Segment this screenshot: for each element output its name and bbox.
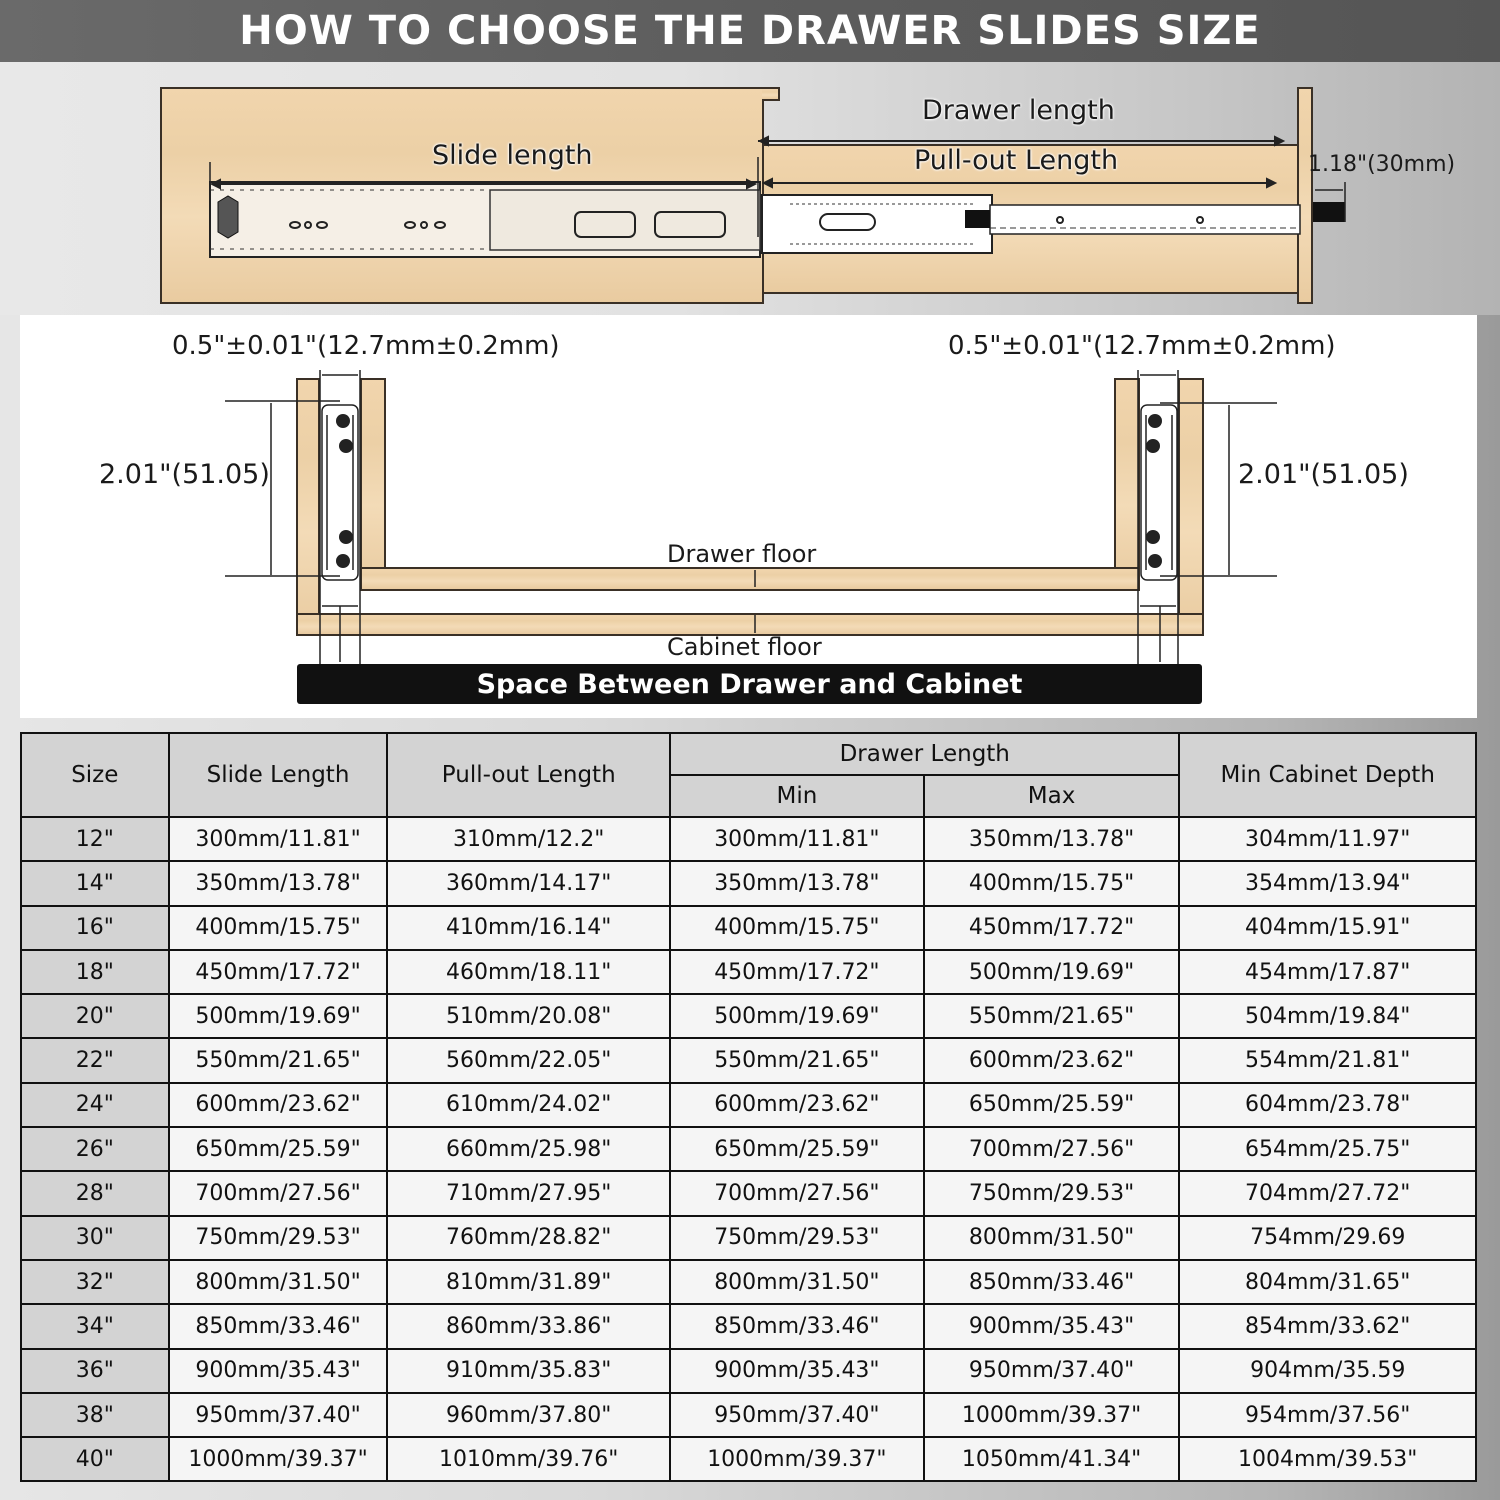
pullout-length-label: Pull-out Length	[914, 145, 1119, 176]
cell-drawer-max: 750mm/29.53"	[924, 1171, 1180, 1215]
header-min-cabinet-depth: Min Cabinet Depth	[1179, 733, 1476, 817]
table-row	[21, 1127, 1476, 1171]
cell-drawer-min: 700mm/27.56"	[670, 1171, 924, 1215]
cell-slide-length: 600mm/23.62"	[169, 1083, 388, 1127]
cell-pullout-length: 410mm/16.14"	[387, 906, 670, 950]
cell-drawer-max: 800mm/31.50"	[924, 1216, 1180, 1260]
cell-slide-length: 550mm/21.65"	[169, 1038, 388, 1082]
cell-pullout-length: 360mm/14.17"	[387, 861, 670, 905]
cell-slide-length: 400mm/15.75"	[169, 906, 388, 950]
cell-pullout-length: 860mm/33.86"	[387, 1304, 670, 1348]
cell-min-cabinet-depth: 304mm/11.97"	[1179, 817, 1476, 861]
cell-pullout-length: 310mm/12.2"	[387, 817, 670, 861]
cell-pullout-length: 810mm/31.89"	[387, 1260, 670, 1304]
cell-size: 16"	[21, 906, 169, 950]
cell-pullout-length: 760mm/28.82"	[387, 1216, 670, 1260]
cell-drawer-min: 500mm/19.69"	[670, 994, 924, 1038]
cell-slide-length: 950mm/37.40"	[169, 1393, 388, 1437]
cell-drawer-max: 900mm/35.43"	[924, 1304, 1180, 1348]
cell-slide-length: 350mm/13.78"	[169, 861, 388, 905]
cell-pullout-length: 910mm/35.83"	[387, 1349, 670, 1393]
cell-drawer-max: 500mm/19.69"	[924, 950, 1180, 994]
cell-size: 26"	[21, 1127, 169, 1171]
cell-drawer-min: 400mm/15.75"	[670, 906, 924, 950]
cell-size: 14"	[21, 861, 169, 905]
table-row	[21, 1083, 1476, 1127]
cell-pullout-length: 960mm/37.80"	[387, 1393, 670, 1437]
cell-drawer-min: 650mm/25.59"	[670, 1127, 924, 1171]
cell-pullout-length: 710mm/27.95"	[387, 1171, 670, 1215]
cell-slide-length: 850mm/33.46"	[169, 1304, 388, 1348]
slide-length-label: Slide length	[432, 140, 593, 171]
table-row	[21, 994, 1476, 1038]
cell-min-cabinet-depth: 604mm/23.78"	[1179, 1083, 1476, 1127]
cell-drawer-min: 450mm/17.72"	[670, 950, 924, 994]
cell-drawer-min: 850mm/33.46"	[670, 1304, 924, 1348]
cell-min-cabinet-depth: 704mm/27.72"	[1179, 1171, 1476, 1215]
header-pullout-length: Pull-out Length	[387, 733, 670, 817]
cell-slide-length: 900mm/35.43"	[169, 1349, 388, 1393]
table-row	[21, 1216, 1476, 1260]
cell-size: 34"	[21, 1304, 169, 1348]
drawer-floor-label: Drawer floor	[667, 540, 817, 568]
cell-slide-length: 700mm/27.56"	[169, 1171, 388, 1215]
cell-pullout-length: 660mm/25.98"	[387, 1127, 670, 1171]
table-row	[21, 906, 1476, 950]
table-row	[21, 1437, 1476, 1481]
cell-size: 32"	[21, 1260, 169, 1304]
cell-drawer-min: 600mm/23.62"	[670, 1083, 924, 1127]
cell-pullout-length: 1010mm/39.76"	[387, 1437, 670, 1481]
header-drawer-length: Drawer Length	[670, 733, 1179, 775]
cell-size: 30"	[21, 1216, 169, 1260]
cell-size: 18"	[21, 950, 169, 994]
cell-pullout-length: 610mm/24.02"	[387, 1083, 670, 1127]
cell-drawer-max: 450mm/17.72"	[924, 906, 1180, 950]
cell-min-cabinet-depth: 1004mm/39.53"	[1179, 1437, 1476, 1481]
table-row	[21, 1038, 1476, 1082]
cell-size: 12"	[21, 817, 169, 861]
cell-min-cabinet-depth: 854mm/33.62"	[1179, 1304, 1476, 1348]
cell-pullout-length: 510mm/20.08"	[387, 994, 670, 1038]
drawer-length-label: Drawer length	[922, 95, 1115, 126]
cell-drawer-min: 950mm/37.40"	[670, 1393, 924, 1437]
cell-min-cabinet-depth: 804mm/31.65"	[1179, 1260, 1476, 1304]
cell-pullout-length: 560mm/22.05"	[387, 1038, 670, 1082]
front-clearance-label: 1.18"(30mm)	[1308, 152, 1456, 177]
table-row	[21, 950, 1476, 994]
cell-min-cabinet-depth: 504mm/19.84"	[1179, 994, 1476, 1038]
slide-rail-icon	[0, 62, 1500, 315]
cell-size: 20"	[21, 994, 169, 1038]
table-row	[21, 1171, 1476, 1215]
cell-min-cabinet-depth: 754mm/29.69	[1179, 1216, 1476, 1260]
cell-slide-length: 500mm/19.69"	[169, 994, 388, 1038]
cell-size: 28"	[21, 1171, 169, 1215]
header-size: Size	[21, 733, 169, 817]
cell-drawer-min: 800mm/31.50"	[670, 1260, 924, 1304]
cell-slide-length: 450mm/17.72"	[169, 950, 388, 994]
cell-size: 22"	[21, 1038, 169, 1082]
table-row	[21, 1393, 1476, 1437]
cell-size: 40"	[21, 1437, 169, 1481]
header-min: Min	[670, 775, 924, 817]
size-spec-table	[20, 732, 1477, 1482]
cell-min-cabinet-depth: 354mm/13.94"	[1179, 861, 1476, 905]
cell-min-cabinet-depth: 904mm/35.59	[1179, 1349, 1476, 1393]
cross-section-diagram	[20, 315, 1477, 718]
table-row	[21, 1304, 1476, 1348]
cell-slide-length: 800mm/31.50"	[169, 1260, 388, 1304]
header-slide-length: Slide Length	[169, 733, 388, 817]
cell-min-cabinet-depth: 654mm/25.75"	[1179, 1127, 1476, 1171]
page-title: HOW TO CHOOSE THE DRAWER SLIDES SIZE	[239, 8, 1261, 54]
header-max: Max	[924, 775, 1180, 817]
cell-size: 36"	[21, 1349, 169, 1393]
slide-height-left-label: 2.01"(51.05)	[99, 459, 270, 490]
cell-slide-length: 300mm/11.81"	[169, 817, 388, 861]
cell-drawer-max: 1050mm/41.34"	[924, 1437, 1180, 1481]
cell-drawer-max: 400mm/15.75"	[924, 861, 1180, 905]
cell-min-cabinet-depth: 954mm/37.56"	[1179, 1393, 1476, 1437]
slide-height-right-label: 2.01"(51.05)	[1238, 459, 1409, 490]
cell-min-cabinet-depth: 454mm/17.87"	[1179, 950, 1476, 994]
cell-drawer-max: 550mm/21.65"	[924, 994, 1180, 1038]
cell-drawer-max: 950mm/37.40"	[924, 1349, 1180, 1393]
cabinet-floor-label: Cabinet floor	[667, 633, 822, 661]
cell-drawer-min: 1000mm/39.37"	[670, 1437, 924, 1481]
side-view-diagram	[0, 62, 1500, 315]
cell-drawer-min: 350mm/13.78"	[670, 861, 924, 905]
cell-drawer-min: 550mm/21.65"	[670, 1038, 924, 1082]
cell-drawer-max: 1000mm/39.37"	[924, 1393, 1180, 1437]
cell-size: 38"	[21, 1393, 169, 1437]
table-row	[21, 861, 1476, 905]
cell-drawer-min: 750mm/29.53"	[670, 1216, 924, 1260]
cell-slide-length: 1000mm/39.37"	[169, 1437, 388, 1481]
side-clearance-left-label: 0.5"±0.01"(12.7mm±0.2mm)	[172, 331, 560, 361]
cell-drawer-min: 900mm/35.43"	[670, 1349, 924, 1393]
cell-drawer-max: 350mm/13.78"	[924, 817, 1180, 861]
cell-drawer-max: 850mm/33.46"	[924, 1260, 1180, 1304]
title-banner	[0, 0, 1500, 62]
space-between-label: Space Between Drawer and Cabinet	[476, 668, 1023, 700]
cell-drawer-max: 650mm/25.59"	[924, 1083, 1180, 1127]
table-row	[21, 1260, 1476, 1304]
cell-min-cabinet-depth: 404mm/15.91"	[1179, 906, 1476, 950]
cell-drawer-max: 600mm/23.62"	[924, 1038, 1180, 1082]
cell-slide-length: 650mm/25.59"	[169, 1127, 388, 1171]
space-between-banner	[297, 664, 1202, 704]
cell-min-cabinet-depth: 554mm/21.81"	[1179, 1038, 1476, 1082]
cell-drawer-min: 300mm/11.81"	[670, 817, 924, 861]
table-row	[21, 817, 1476, 861]
cell-pullout-length: 460mm/18.11"	[387, 950, 670, 994]
table-row	[21, 1349, 1476, 1393]
cell-slide-length: 750mm/29.53"	[169, 1216, 388, 1260]
cell-drawer-max: 700mm/27.56"	[924, 1127, 1180, 1171]
side-clearance-right-label: 0.5"±0.01"(12.7mm±0.2mm)	[948, 331, 1336, 361]
cell-size: 24"	[21, 1083, 169, 1127]
